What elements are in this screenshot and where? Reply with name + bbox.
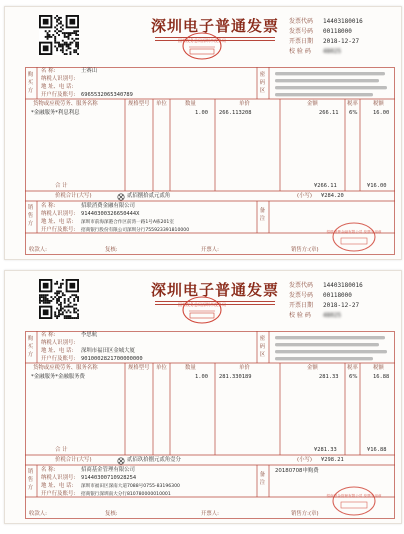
seller-tax-id: 91440300326650444X (81, 211, 140, 217)
buyer-group-label: 购买方 (27, 72, 34, 94)
grand-total-label: 价税合计(大写) (55, 457, 92, 463)
reviewer (105, 245, 122, 253)
invoice-sheet (4, 6, 402, 260)
qr-code-icon (39, 279, 79, 319)
meta-row (289, 301, 401, 311)
col-header-spec: 规格型号 (128, 365, 150, 371)
grand-total-upper: 贰佰玖拾捌元贰角壹分 (127, 457, 181, 463)
meta-row (289, 281, 401, 291)
seller-group-label: 销售方 (27, 205, 34, 227)
seller-tax-label: 纳税人识别号: (41, 211, 76, 217)
buyer-bank-label: 开户行及账号: (41, 92, 76, 98)
issue-date-label: 开票日期 (289, 38, 314, 45)
seller-name: 招联消费金融有限公司 (81, 203, 135, 209)
col-header-price: 单价 (239, 101, 250, 107)
col-header-price: 单价 (239, 365, 250, 371)
total-amount: ¥266.11 (314, 183, 337, 189)
drawer (201, 245, 223, 253)
total-label: 合 计 (55, 447, 68, 453)
seller-seal-text: 招联消费金融有限公司 发票专用章 (326, 230, 382, 234)
buyer-address-label: 地 址、电 话: (41, 348, 74, 354)
remarks-label: 备注 (259, 208, 266, 222)
check-code: 48025 (323, 312, 342, 319)
meta-row (289, 37, 401, 47)
item-name: *金融服务*金融服务费 (31, 374, 85, 380)
seller-name: 招商基金管理有限公司 (81, 467, 135, 473)
seller-address: 深圳市前海深港合作区前湾一路1号A栋201室 (81, 220, 174, 225)
invoice-number: 00118000 (323, 292, 352, 299)
reviewer-label: 复核: (105, 247, 118, 253)
check-code-label: 校 验 码 (289, 312, 311, 319)
payee (29, 245, 51, 253)
col-header-tax: 税额 (373, 365, 384, 371)
seller-address-label: 地 址、电 话: (41, 483, 74, 489)
buyer-tax-label: 纳税人识别号: (41, 76, 76, 82)
invoice-code: 14403180016 (323, 18, 363, 25)
seller-name-label: 名 称: (41, 203, 56, 209)
col-header-tax: 税额 (373, 101, 384, 107)
buyer-name-label: 名 称: (41, 68, 56, 74)
reviewer-label: 复核: (105, 511, 118, 517)
seller-name-label: 名 称: (41, 467, 56, 473)
invoice-code-label: 发票代码 (289, 282, 314, 289)
seller-bank: 招商银行股份有限公司深圳分行755923391810000 (81, 228, 190, 233)
drawer-label: 开票人: (201, 511, 219, 517)
meta-row (289, 47, 401, 57)
grand-lower-label: (小写) (297, 457, 312, 463)
tax-bureau-seal-icon (178, 31, 226, 61)
col-header-qty: 数量 (185, 365, 196, 371)
password-area-label: 密码区 (259, 336, 266, 358)
buyer-group-label: 购买方 (27, 336, 34, 358)
password-area-code (275, 70, 389, 97)
seal-text: 国家税务总局深圳市税务局 (178, 38, 226, 43)
buyer-tax-label: 纳税人识别号: (41, 340, 76, 346)
total-label: 合 计 (55, 183, 68, 189)
total-tax: ¥16.88 (367, 447, 387, 453)
password-area-code (275, 334, 389, 361)
drawer-label: 开票人: (201, 247, 219, 253)
item-price: 281.330189 (219, 374, 252, 380)
buyer-name-label: 名 称: (41, 332, 56, 338)
seller-seal-label: 销售方:(章) (291, 511, 319, 517)
seller-address-label: 地 址、电 话: (41, 219, 74, 225)
seller-bank-label: 开户行及账号: (41, 227, 76, 233)
col-header-spec: 规格型号 (128, 101, 150, 107)
grand-total-label: 价税合计(大写) (55, 193, 92, 199)
grand-total-lower: ¥298.21 (321, 457, 344, 463)
issue-date: 2018-12-27 (323, 38, 360, 45)
item-tax: 16.88 (373, 374, 390, 380)
buyer-bank-label: 开户行及账号: (41, 356, 76, 362)
grand-lower-label: (小写) (297, 193, 312, 199)
total-amount: ¥281.33 (314, 447, 337, 453)
col-header-amount: 金额 (307, 365, 318, 371)
seller-bank-label: 开户行及账号: (41, 491, 76, 497)
password-area-label: 密码区 (259, 72, 266, 94)
seal-text: 国家税务总局深圳市税务局 (178, 302, 226, 307)
col-header-rate: 税率 (347, 365, 358, 371)
col-header-unit: 单位 (156, 365, 167, 371)
qr-code-icon (39, 15, 79, 55)
item-qty: 1.00 (195, 374, 208, 380)
issue-date: 2018-12-27 (323, 302, 360, 309)
seller-tax-id: 91440300710928254 (81, 475, 137, 481)
meta-row (289, 17, 401, 27)
seller-invoice-seal-icon (326, 485, 382, 517)
circle-cross-icon (117, 457, 125, 465)
seller-tax-label: 纳税人识别号: (41, 475, 76, 481)
invoice-meta (289, 281, 401, 321)
tax-bureau-seal-icon (178, 295, 226, 325)
item-qty: 1.00 (195, 110, 208, 116)
invoice-title: 深圳电子普通发票 (150, 17, 279, 35)
buyer-address: 深圳市福田区金城大厦 (81, 348, 135, 354)
col-header-name: 货物或应税劳务、服务名称 (33, 365, 98, 371)
buyer-bank: 9010002821700000000 (81, 356, 143, 362)
check-code-label: 校 验 码 (289, 48, 311, 55)
seller-seal-text: 招商基金管理有限公司 发票专用章 (326, 494, 382, 498)
grand-total-lower: ¥284.20 (321, 193, 344, 199)
invoice-title: 深圳电子普通发票 (150, 281, 279, 299)
seller-seal-label: 销售方:(章) (291, 247, 319, 253)
issue-date-label: 开票日期 (289, 302, 314, 309)
invoice-number-label: 发票号码 (289, 292, 314, 299)
check-code: 48025 (323, 48, 342, 55)
col-header-amount: 金额 (307, 101, 318, 107)
item-amount: 281.33 (319, 374, 339, 380)
total-tax: ¥16.00 (367, 183, 387, 189)
invoice-meta (289, 17, 401, 57)
item-rate: 6% (349, 374, 358, 380)
col-header-rate: 税率 (347, 101, 358, 107)
col-header-name: 货物或应税劳务、服务名称 (33, 101, 98, 107)
seller-bank: 招商银行深圳南大分行810780000010001 (81, 492, 171, 497)
reviewer (105, 509, 122, 517)
item-price: 266.113208 (219, 110, 252, 116)
item-rate: 6% (349, 110, 358, 116)
drawer (201, 509, 223, 517)
col-header-unit: 单位 (156, 101, 167, 107)
invoice-code-label: 发票代码 (289, 18, 314, 25)
item-name: *金融服务*利息利息 (31, 110, 80, 116)
buyer-address-label: 地 址、电 话: (41, 84, 74, 90)
payee (29, 509, 51, 517)
seller-invoice-seal-icon (326, 221, 382, 253)
circle-cross-icon (117, 193, 125, 201)
seller-group-label: 销售方 (27, 469, 34, 491)
meta-row (289, 311, 401, 321)
buyer-name: 李思航 (81, 332, 98, 338)
meta-row (289, 291, 401, 301)
seller-address: 深圳市福田区深南大道7088号0755-83196300 (81, 484, 180, 489)
invoice-code: 14403180016 (323, 282, 363, 289)
payee-label: 收款人: (29, 247, 47, 253)
grand-total-upper: 贰佰捌拾贰元贰角 (127, 193, 171, 199)
col-header-qty: 数量 (185, 101, 196, 107)
buyer-name: 王赛山 (81, 68, 98, 74)
remarks-label: 备注 (259, 472, 266, 486)
invoice-number: 00118000 (323, 28, 352, 35)
item-tax: 16.00 (373, 110, 390, 116)
item-amount: 266.11 (319, 110, 339, 116)
buyer-bank: 6965532065340789 (81, 92, 133, 98)
remarks-text: 20180708申购费 (275, 468, 319, 474)
meta-row (289, 27, 401, 37)
invoice-sheet (4, 270, 402, 524)
invoice-number-label: 发票号码 (289, 28, 314, 35)
payee-label: 收款人: (29, 511, 47, 517)
